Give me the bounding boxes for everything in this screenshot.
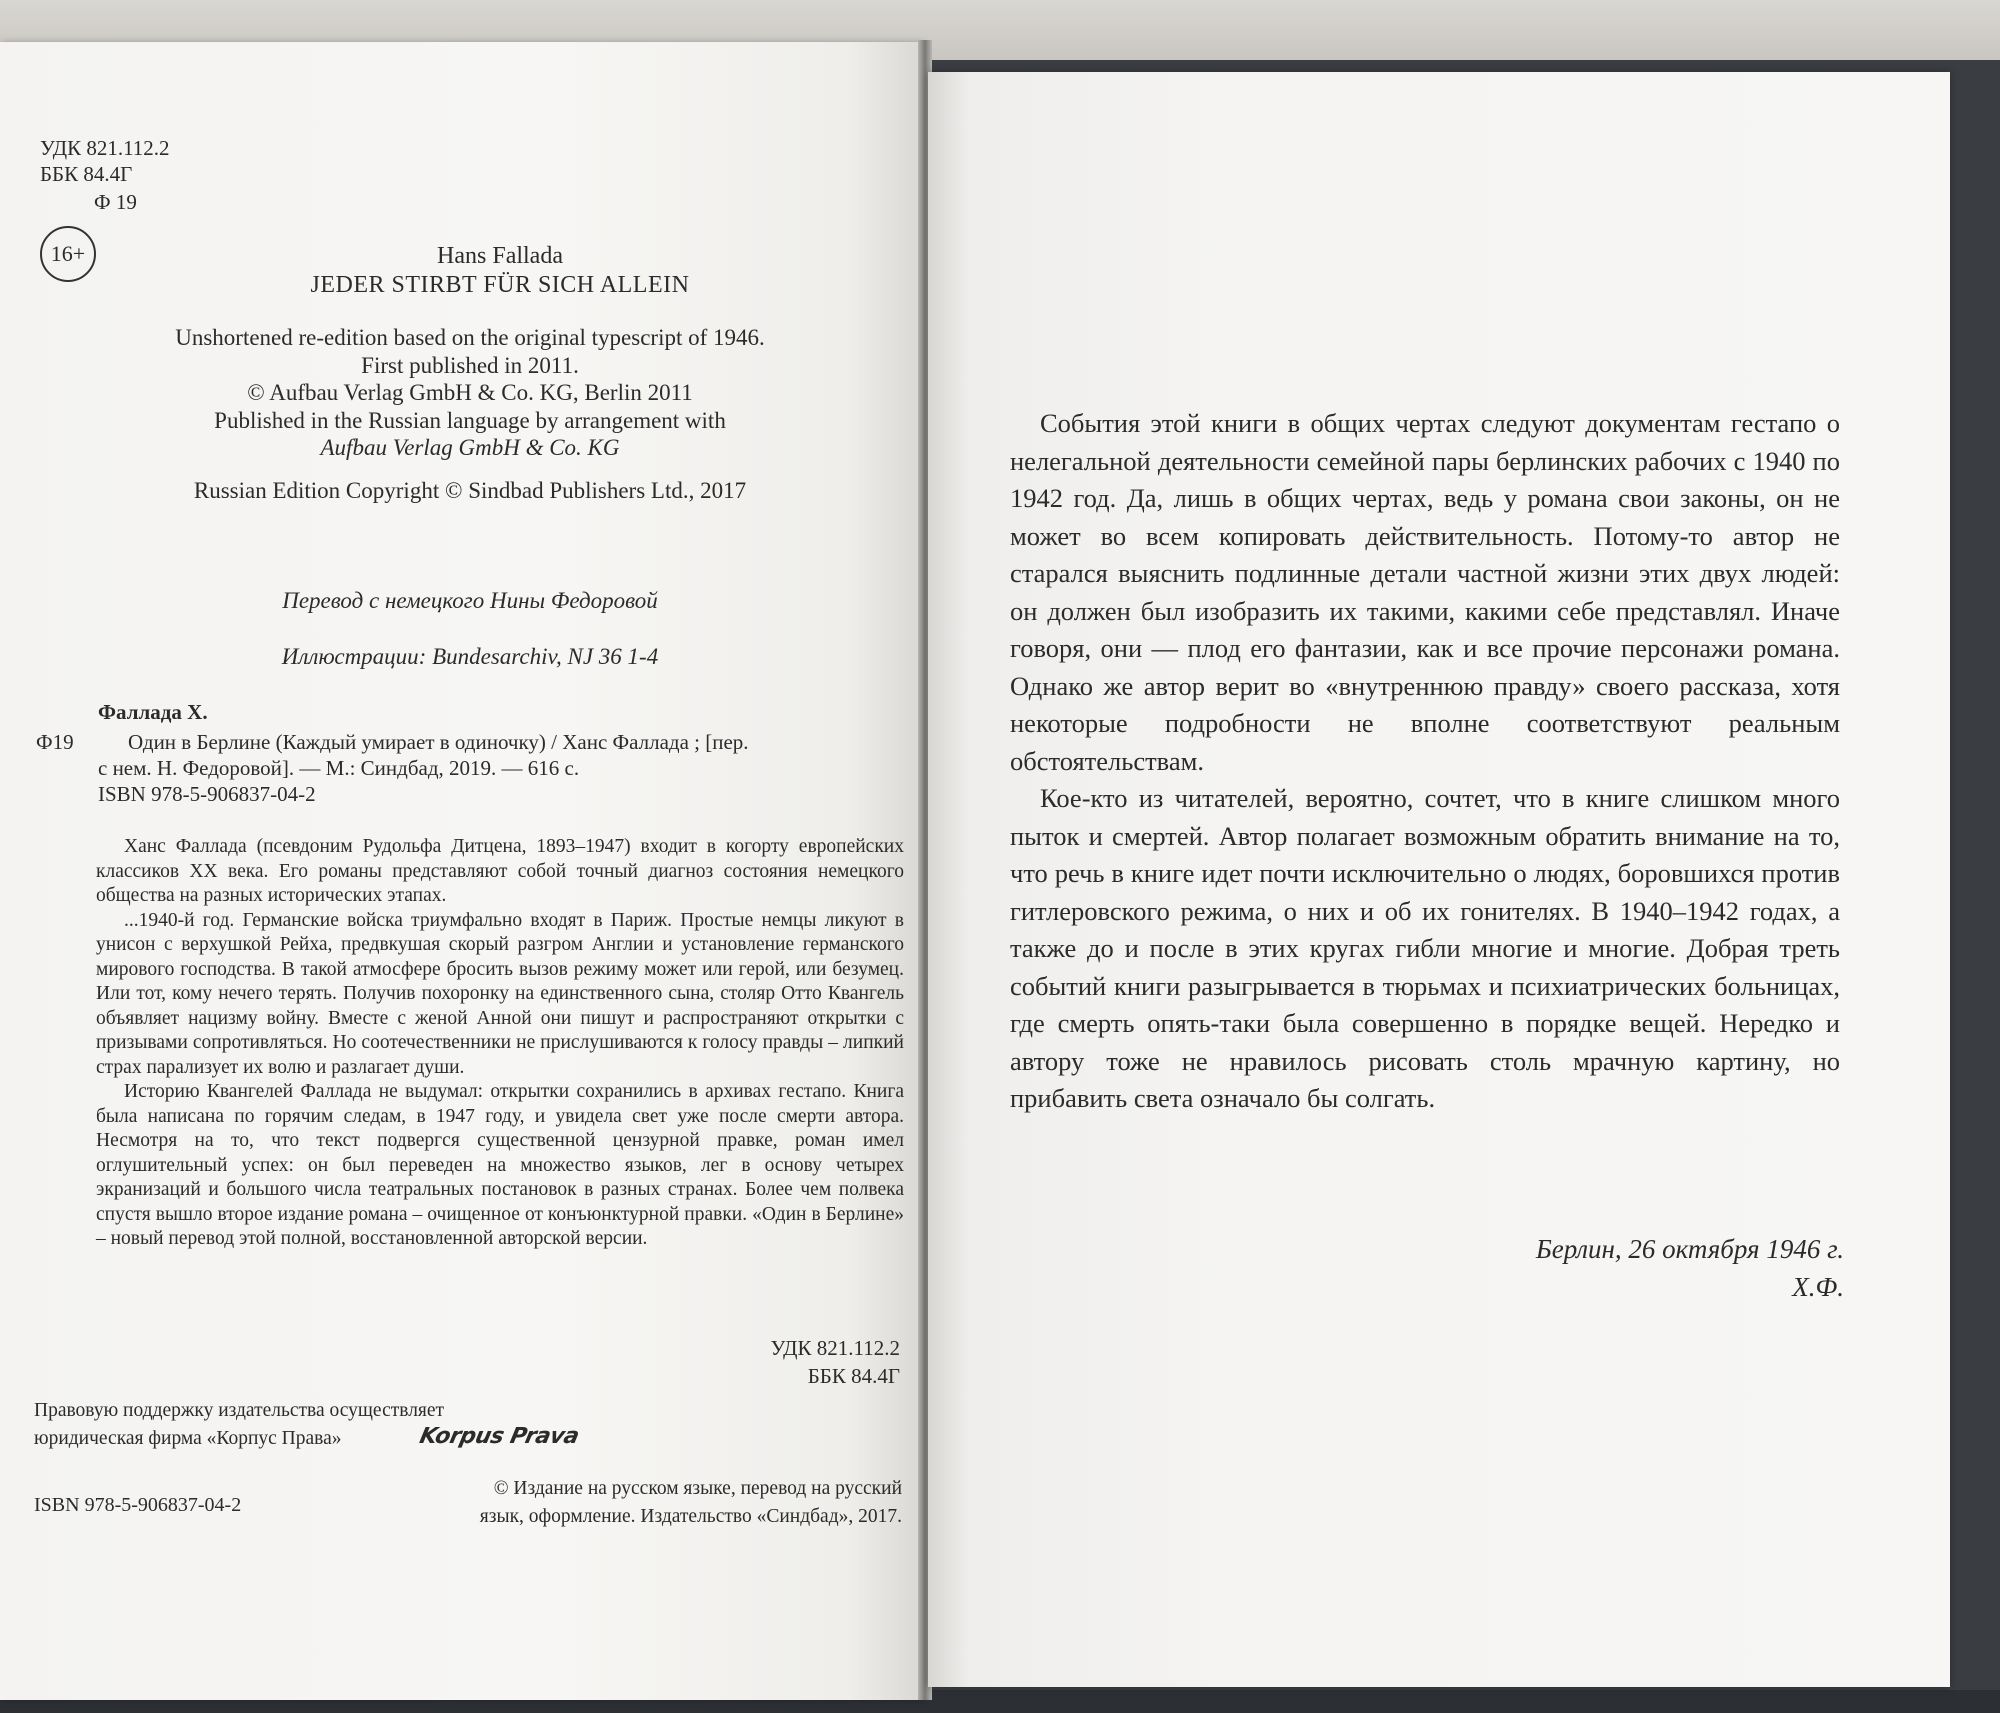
catalog-code: Ф19 [36,730,74,754]
rights-block [80,324,860,462]
korpus-prava-logo: Korpus Prava [417,1424,581,1449]
rights-line: © Aufbau Verlag GmbH & Co. KG, Berlin 2011 [247,380,693,405]
age-rating-badge: 16+ [40,226,96,282]
catalog-entry-line: с нем. Н. Федоровой]. — М.: Синдбад, 2019. — 616 с. [98,756,580,780]
bbk-code-top: ББК 84.4Г [40,162,133,186]
annotation-paragraph: Историю Квангелей Фаллада не выдумал: открытки сохранились в архивах гестапо. Книга была написана по горячим следам, в 1947 году, и увидела свет уже после смерти автора. Несмотря на то, что текст подвергся существенной цензурной правке, роман имел оглушительный успех: он был переведен на множество языков, лег в основу четырех экранизаций и большого числа театральных постановок в разных странах. Более чем полвека спустя вышло второе издание романа – очищенное от конъюнктурной правки. «Один в Берлине» – новый перевод этой полной, восстановленной авторской версии. [96,1081,904,1249]
place-date: Берлин, 26 октября 1946 г. [1535,1234,1844,1264]
legal-support-line: Правовую поддержку издательства осуществляет [34,1400,445,1421]
annotation-block [96,835,904,1252]
translation-credit: Перевод с немецкого Нины Федоровой [282,588,658,613]
preface-paragraph: События этой книги в общих чертах следуют документам гестапо о нелегальной деятельности семейной пары берлинских рабочих с 1940 по 1942 год. Да, лишь в общих чертах, ведь у романа свои законы, он не может во всем копировать действительность. Потому-то автор не старался выяснить подлинные детали частной жизни этих двух людей: он должен был изобразить их такими, какими себе представлял. Иначе говоря, они — плод его фантазии, как и все прочие персонажи романа. Однако же автор верит во «внутреннюю правду» своего рассказа, хотя некоторые подробности не вполне соответствуют реальным обстоятельствам. [1010,408,1840,776]
author-initials: Х.Ф. [1792,1272,1844,1302]
legal-support-line: юридическая фирма «Корпус Права» [34,1428,342,1449]
udk-code-bottom: УДК 821.112.2 [770,1336,900,1360]
preface-paragraph: Кое-кто из читателей, вероятно, сочтет, что в книге слишком много пыток и смертей. Автор полагает возможным обратить внимание на то, что речь в книге идет почти исключительно о людях, боровшихся против гитлеровского режима, о них и об их гонителях. В 1940–1942 годах, а также до и после в этих кругах гибли многие и многие. Добрая треть событий книги разыгрывается в тюрьмах и психиатрических больницах, где смерть опять-таки была совершенно в порядке вещей. Нередко и автору тоже не нравилось рисовать столь мрачную картину, но прибавить света означало бы солгать. [1010,783,1840,1113]
isbn-bottom: ISBN 978-5-906837-04-2 [34,1494,242,1516]
illustrations-credit: Иллюстрации: Bundesarchiv, NJ 36 1-4 [281,644,659,669]
author-code-top: Ф 19 [94,190,137,214]
preface-text [1010,405,1840,1118]
bbk-code-bottom: ББК 84.4Г [807,1364,900,1388]
original-title: JEDER STIRBT FÜR SICH ALLEIN [310,272,690,298]
annotation-paragraph: ...1940-й год. Германские войска триумфально входят в Париж. Простые немцы ликуют в унисон с верхушкой Рейха, предвкушая скорый разгром Англии и установление германского мирового господства. В такой атмосфере бросить вызов режиму может или герой, или безумец. Или тот, кому нечего терять. Получив похоронку на единственного сына, столяр Отто Квангель объявляет нацизму войну. Вместе с женой Анной они пишут и распространяют открытки с призывами сопротивляться. Но соотечественники не прислушиваются к голосу правды – липкий страх парализует их волю и разлагает души. [96,909,904,1078]
russian-copyright: Russian Edition Copyright © Sindbad Publishers Ltd., 2017 [193,478,747,503]
original-title-block [190,242,810,300]
rights-publisher: Aufbau Verlag GmbH & Co. KG [320,435,620,460]
edition-copyright-line: язык, оформление. Издательство «Синдбад», 2017. [479,1506,902,1527]
original-author: Hans Fallada [437,243,563,269]
udk-code-top: УДК 821.112.2 [40,136,170,160]
catalog-isbn: ISBN 978-5-906837-04-2 [98,782,316,806]
annotation-paragraph: Ханс Фаллада (псевдоним Рудольфа Дитцена, 1893–1947) входит в когорту европейских классиков XX века. Его романы представляют собой точный диагноз состояния немецкого общества на разных исторических этапах. [96,836,904,906]
rights-line: First published in 2011. [361,352,579,378]
catalog-entry-line: Один в Берлине (Каждый умирает в одиночку) / Ханс Фаллада ; [пер. [128,730,749,754]
edition-copyright-line: © Издание на русском языке, перевод на русский [493,1478,902,1499]
rights-line: Unshortened re-edition based on the original typescript of 1946. [175,325,765,350]
rights-line: Published in the Russian language by arrangement with [214,407,726,433]
catalog-author-heading: Фаллада Х. [98,700,208,724]
preface-signature [1536,1230,1844,1306]
